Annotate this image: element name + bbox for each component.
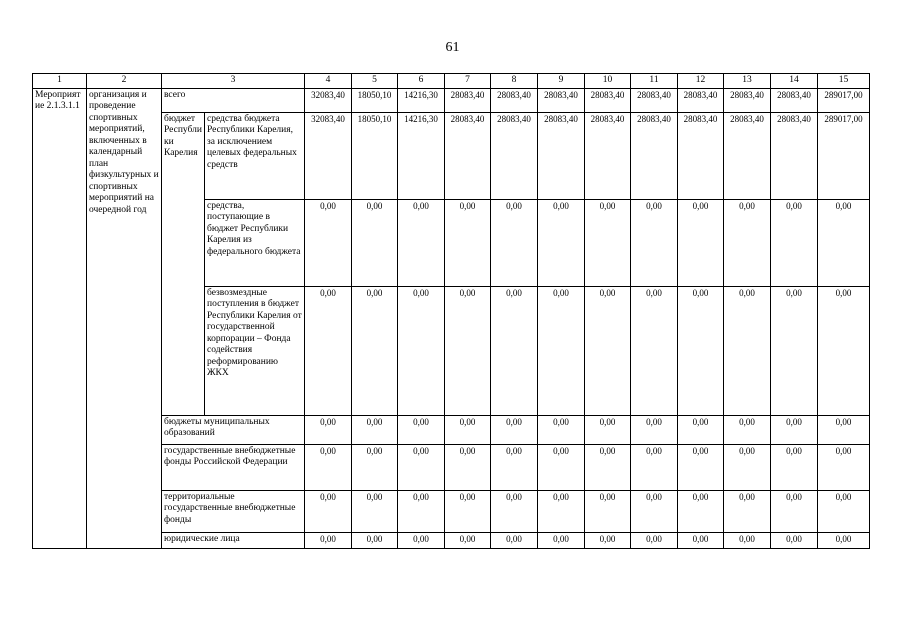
event-code: Мероприятие 2.1.3.1.1	[33, 88, 87, 548]
value-cell: 0,00	[818, 532, 870, 548]
value-cell: 0,00	[724, 444, 771, 490]
value-cell: 18050,10	[352, 112, 398, 199]
table-row	[33, 88, 870, 112]
row-label: юридические лица	[162, 532, 305, 548]
value-cell: 0,00	[631, 415, 678, 444]
value-cell: 0,00	[352, 199, 398, 286]
column-header: 6	[398, 74, 445, 89]
event-name: организация и проведение спортивных мероприятий, включенных в календарный план физкультурных и спортивных мероприятий на очередной год	[87, 88, 162, 548]
row-label: государственные внебюджетные фонды Российской Федерации	[162, 444, 305, 490]
value-cell: 0,00	[305, 490, 352, 532]
value-cell: 0,00	[631, 199, 678, 286]
value-cell: 0,00	[491, 490, 538, 532]
column-header: 11	[631, 74, 678, 89]
value-cell: 0,00	[771, 532, 818, 548]
value-cell: 0,00	[445, 415, 491, 444]
value-cell: 28083,40	[631, 112, 678, 199]
value-cell: 0,00	[724, 415, 771, 444]
page-number: 61	[445, 40, 460, 55]
value-cell: 0,00	[352, 532, 398, 548]
value-cell: 0,00	[678, 532, 724, 548]
row-label: безвозмездные поступления в бюджет Республики Карелия от государственной корпорации – Фонда содействия реформированию ЖКХ	[205, 286, 305, 415]
value-cell: 0,00	[631, 532, 678, 548]
value-cell: 0,00	[631, 490, 678, 532]
value-cell: 28083,40	[771, 88, 818, 112]
value-cell: 0,00	[724, 199, 771, 286]
value-cell: 0,00	[491, 199, 538, 286]
value-cell: 0,00	[631, 444, 678, 490]
value-cell: 0,00	[352, 415, 398, 444]
value-cell: 0,00	[818, 444, 870, 490]
value-cell: 0,00	[305, 199, 352, 286]
value-cell: 0,00	[398, 532, 445, 548]
value-cell: 28083,40	[445, 112, 491, 199]
value-cell: 0,00	[445, 490, 491, 532]
value-cell: 0,00	[538, 286, 585, 415]
row-group-label: бюджет Республики Карелия	[162, 112, 205, 415]
column-header: 15	[818, 74, 870, 89]
value-cell: 0,00	[305, 415, 352, 444]
value-cell: 0,00	[305, 286, 352, 415]
value-cell: 0,00	[538, 490, 585, 532]
column-header: 7	[445, 74, 491, 89]
value-cell: 0,00	[818, 490, 870, 532]
value-cell: 289017,00	[818, 112, 870, 199]
value-cell: 0,00	[491, 286, 538, 415]
value-cell: 0,00	[585, 444, 631, 490]
row-label: территориальные государственные внебюджетные фонды	[162, 490, 305, 532]
value-cell: 0,00	[585, 532, 631, 548]
value-cell: 14216,30	[398, 88, 445, 112]
value-cell: 28083,40	[678, 88, 724, 112]
column-header: 12	[678, 74, 724, 89]
value-cell: 18050,10	[352, 88, 398, 112]
value-cell: 0,00	[678, 490, 724, 532]
column-header: 9	[538, 74, 585, 89]
value-cell: 0,00	[352, 444, 398, 490]
value-cell: 0,00	[538, 415, 585, 444]
value-cell: 28083,40	[678, 112, 724, 199]
value-cell: 0,00	[818, 199, 870, 286]
column-header: 2	[87, 74, 162, 89]
value-cell: 28083,40	[771, 112, 818, 199]
value-cell: 0,00	[724, 532, 771, 548]
row-label: средства, поступающие в бюджет Республики Карелия из федерального бюджета	[205, 199, 305, 286]
column-header: 1	[33, 74, 87, 89]
value-cell: 0,00	[538, 444, 585, 490]
value-cell: 0,00	[585, 199, 631, 286]
column-number-row	[33, 74, 870, 89]
value-cell: 0,00	[585, 286, 631, 415]
value-cell: 0,00	[724, 286, 771, 415]
value-cell: 0,00	[678, 415, 724, 444]
value-cell: 289017,00	[818, 88, 870, 112]
value-cell: 0,00	[491, 444, 538, 490]
value-cell: 0,00	[771, 286, 818, 415]
row-label: бюджеты муниципальных образований	[162, 415, 305, 444]
value-cell: 0,00	[445, 199, 491, 286]
value-cell: 0,00	[631, 286, 678, 415]
value-cell: 0,00	[538, 532, 585, 548]
value-cell: 0,00	[678, 199, 724, 286]
value-cell: 0,00	[818, 286, 870, 415]
value-cell: 0,00	[585, 490, 631, 532]
value-cell: 14216,30	[398, 112, 445, 199]
value-cell: 0,00	[398, 490, 445, 532]
value-cell: 28083,40	[445, 88, 491, 112]
value-cell: 28083,40	[631, 88, 678, 112]
value-cell: 0,00	[352, 490, 398, 532]
value-cell: 32083,40	[305, 88, 352, 112]
value-cell: 0,00	[771, 199, 818, 286]
column-header: 13	[724, 74, 771, 89]
value-cell: 28083,40	[491, 88, 538, 112]
value-cell: 0,00	[818, 415, 870, 444]
value-cell: 0,00	[445, 286, 491, 415]
value-cell: 0,00	[678, 286, 724, 415]
value-cell: 0,00	[305, 444, 352, 490]
value-cell: 28083,40	[491, 112, 538, 199]
column-header: 4	[305, 74, 352, 89]
value-cell: 0,00	[491, 532, 538, 548]
column-header: 5	[352, 74, 398, 89]
value-cell: 0,00	[724, 490, 771, 532]
value-cell: 0,00	[352, 286, 398, 415]
column-header: 14	[771, 74, 818, 89]
budget-table	[32, 73, 870, 549]
column-header: 3	[162, 74, 305, 89]
value-cell: 0,00	[585, 415, 631, 444]
value-cell: 0,00	[398, 444, 445, 490]
value-cell: 28083,40	[585, 112, 631, 199]
value-cell: 0,00	[445, 532, 491, 548]
value-cell: 0,00	[771, 490, 818, 532]
value-cell: 32083,40	[305, 112, 352, 199]
value-cell: 0,00	[771, 415, 818, 444]
value-cell: 0,00	[678, 444, 724, 490]
column-header: 8	[491, 74, 538, 89]
row-label: средства бюджета Республики Карелия, за исключением целевых федеральных средств	[205, 112, 305, 199]
value-cell: 0,00	[445, 444, 491, 490]
value-cell: 0,00	[398, 199, 445, 286]
value-cell: 28083,40	[538, 88, 585, 112]
value-cell: 0,00	[771, 444, 818, 490]
value-cell: 28083,40	[585, 88, 631, 112]
value-cell: 0,00	[398, 415, 445, 444]
row-label: всего	[162, 88, 305, 112]
value-cell: 0,00	[398, 286, 445, 415]
value-cell: 0,00	[491, 415, 538, 444]
value-cell: 28083,40	[538, 112, 585, 199]
value-cell: 28083,40	[724, 112, 771, 199]
value-cell: 0,00	[538, 199, 585, 286]
column-header: 10	[585, 74, 631, 89]
value-cell: 0,00	[305, 532, 352, 548]
value-cell: 28083,40	[724, 88, 771, 112]
